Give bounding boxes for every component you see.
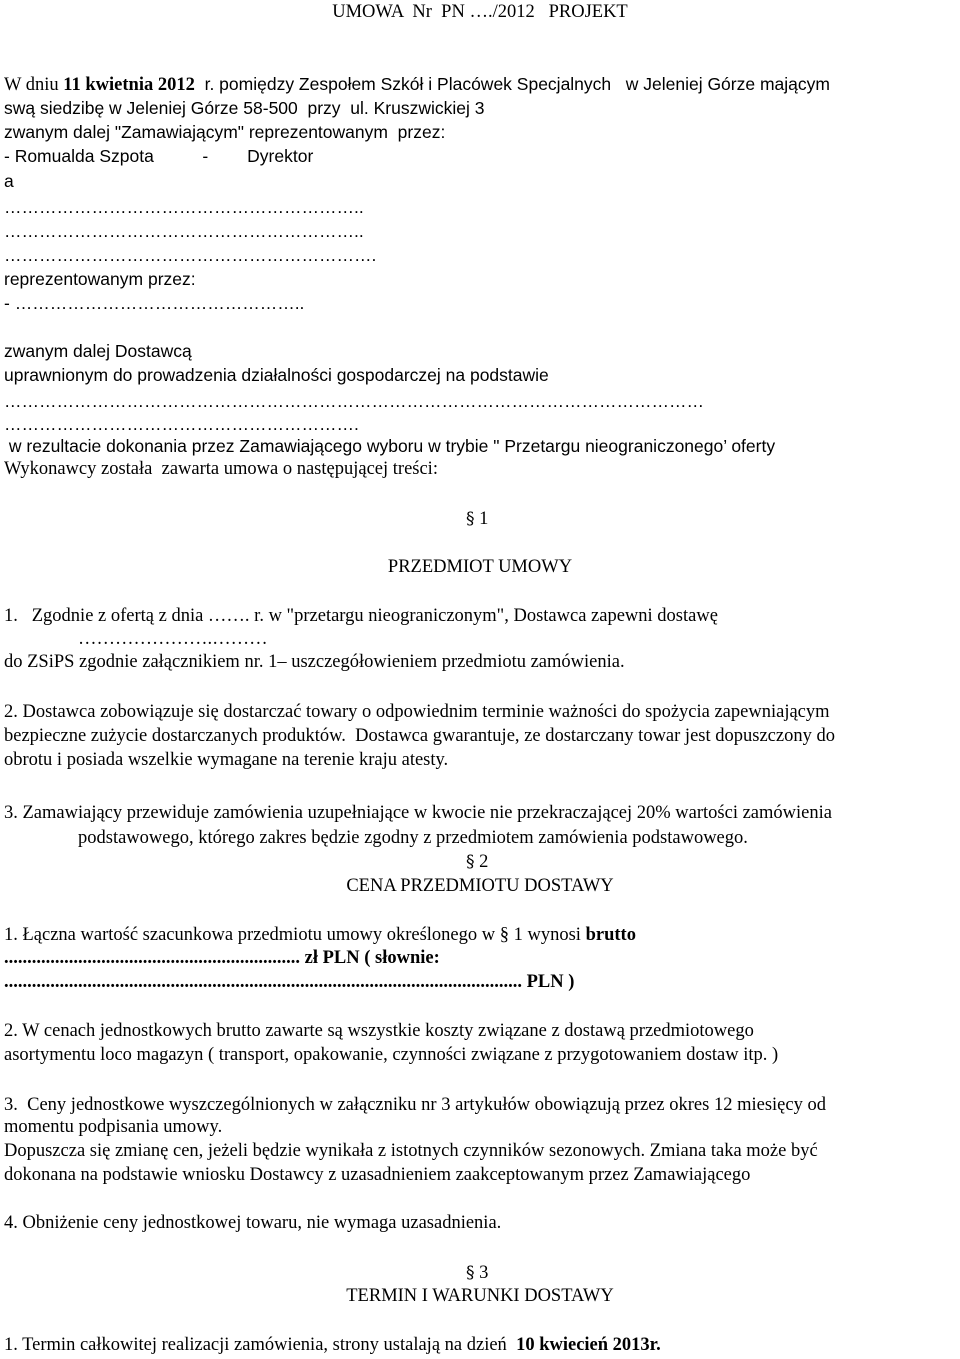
s2-p4: 4. Obniżenie ceny jednostkowej towaru, nie wymaga uzasadnienia. — [4, 1213, 502, 1233]
section-1-heading: PRZEDMIOT UMOWY — [387, 557, 573, 577]
intro-line-2: swą siedzibę w Jeleniej Górze 58-500 przy ul. Kruszwickiej 3 — [4, 98, 485, 118]
s1-p3-line-2: podstawowego, którego zakres będzie zgodny z przedmiotem zamówienia podstawowego. — [78, 828, 748, 848]
section-3-heading: TERMIN I WARUNKI DOSTAWY — [346, 1286, 614, 1306]
s2-p2-line-2: asortymentu loco magazyn ( transport, opakowanie, czynności związane z przygotowaniem dostaw itp. ) — [4, 1045, 779, 1065]
blank-line-4: - ………………………………………….. — [4, 293, 305, 313]
intro-line-4: - Romualda Szpota - Dyrektor — [4, 146, 314, 166]
blank-line-2: …………………………………………………….. — [4, 221, 364, 241]
s2-p3-line-3: Dopuszcza się zmianę cen, jeżeli będzie wynikała z istotnych czynników sezonowych. Zmiana taka może być — [4, 1141, 818, 1161]
intro-line-5: a — [4, 171, 14, 191]
blank-line-3: ………………………………………………………. — [4, 245, 377, 265]
section-symbol: § — [466, 852, 475, 872]
intro-line-3: zwanym dalej "Zamawiającym" reprezentowanym przez: — [4, 122, 446, 142]
s2-p1-text: wynosi — [522, 925, 586, 945]
section-1-number — [466, 508, 488, 530]
s1-p2-line-1: 2. Dostawca zobowiązuje się dostarczać towary o odpowiednim terminie ważności do spożycia zapewniającym — [4, 702, 830, 722]
s1-p1-line-1: 1. Zgodnie z ofertą z dnia ……. r. w "przetargu nieograniczonym", Dostawca zapewni dostawę — [4, 606, 718, 626]
section-number: 3 — [479, 1263, 489, 1283]
s3-p1-text: 1. Termin całkowitej realizacji zamówienia, strony ustalają na dzień — [4, 1335, 512, 1355]
s1-p1-line-2: ………………….……… — [78, 629, 268, 649]
intro-text: W dniu — [4, 75, 64, 95]
s1-p2-line-2: bezpieczne zużycie dostarczanych produktów. Dostawca gwarantuje, ze dostarczany towar jest dopuszczony do — [4, 726, 835, 746]
s3-p1-line-1 — [4, 1334, 661, 1356]
section-symbol: § — [466, 509, 475, 529]
s1-p3-line-1: 3. Zamawiający przewiduje zamówienia uzupełniające w kwocie nie przekraczającej 20% wartości zamówienia — [4, 803, 832, 823]
blank-line-1: …………………………………………………….. — [4, 197, 364, 217]
document-title: UMOWA Nr PN …./2012 PROJEKT — [332, 2, 628, 22]
intro-line-9: reprezentowanym przez: — [4, 269, 196, 289]
intro-line-15: Wykonawcy została zawarta umowa o następującej treści: — [4, 459, 438, 479]
brutto-label: brutto — [585, 925, 636, 945]
s2-p3-line-2: momentu podpisania umowy. — [4, 1117, 223, 1137]
blank-line-5: ………………………………………………………………………………………………………… — [4, 391, 704, 411]
delivery-deadline: 10 kwiecień 2013r. — [511, 1335, 661, 1355]
blank-line-6: ……………………………………………………. — [4, 414, 359, 434]
s1-p1-line-3: do ZSiPS zgodnie załącznikiem nr. 1– uszczegółowieniem przedmiotu zamówienia. — [4, 652, 625, 672]
section-2-heading: CENA PRZEDMIOTU DOSTAWY — [346, 876, 614, 896]
s2-p1-text: 1. Łączna wartość szacunkowa przedmiotu umowy określonego w — [4, 925, 500, 945]
s2-p3-line-4: dokonana na podstawie wniosku Dostawcy z uzasadnieniem zaakceptowanym przez Zamawiającego — [4, 1165, 751, 1185]
intro-line-11: zwanym dalej Dostawcą — [4, 341, 192, 361]
intro-line-14: w rezultacie dokonania przez Zamawiającego wyboru w trybie " Przetargu nieograniczonego’ oferty — [4, 436, 776, 456]
section-2-number — [466, 851, 488, 873]
section-symbol: § — [466, 1263, 475, 1283]
section-ref: § 1 — [499, 925, 523, 945]
intro-line-12: uprawnionym do prowadzenia działalności gospodarczej na podstawie — [4, 365, 549, 385]
s2-p2-line-1: 2. W cenach jednostkowych brutto zawarte są wszystkie koszty związane z dostawą przedmiotowego — [4, 1021, 754, 1041]
s2-p1-line-1 — [4, 924, 636, 946]
section-number: 2 — [479, 852, 489, 872]
s1-p2-line-3: obrotu i posiada wszelkie wymagane na terenie kraju atesty. — [4, 750, 449, 770]
section-3-number — [466, 1262, 488, 1284]
section-number: 1 — [479, 509, 489, 529]
s2-amount-line: ................................................................ zł PLN ( słownie: — [4, 948, 440, 968]
intro-line-1 — [4, 73, 830, 96]
s2-p3-line-1: 3. Ceny jednostkowe wyszczególnionych w załączniku nr 3 artykułów obowiązują przez okres 12 miesięcy od — [4, 1095, 826, 1115]
s2-words-line: ................................................................................................................ PLN ) — [4, 972, 575, 992]
intro-text: r. pomiędzy Zespołem Szkół i Placówek Specjalnych w Jeleniej Górze mającym — [194, 74, 830, 94]
contract-date: 11 kwietnia 2012 — [63, 75, 195, 95]
